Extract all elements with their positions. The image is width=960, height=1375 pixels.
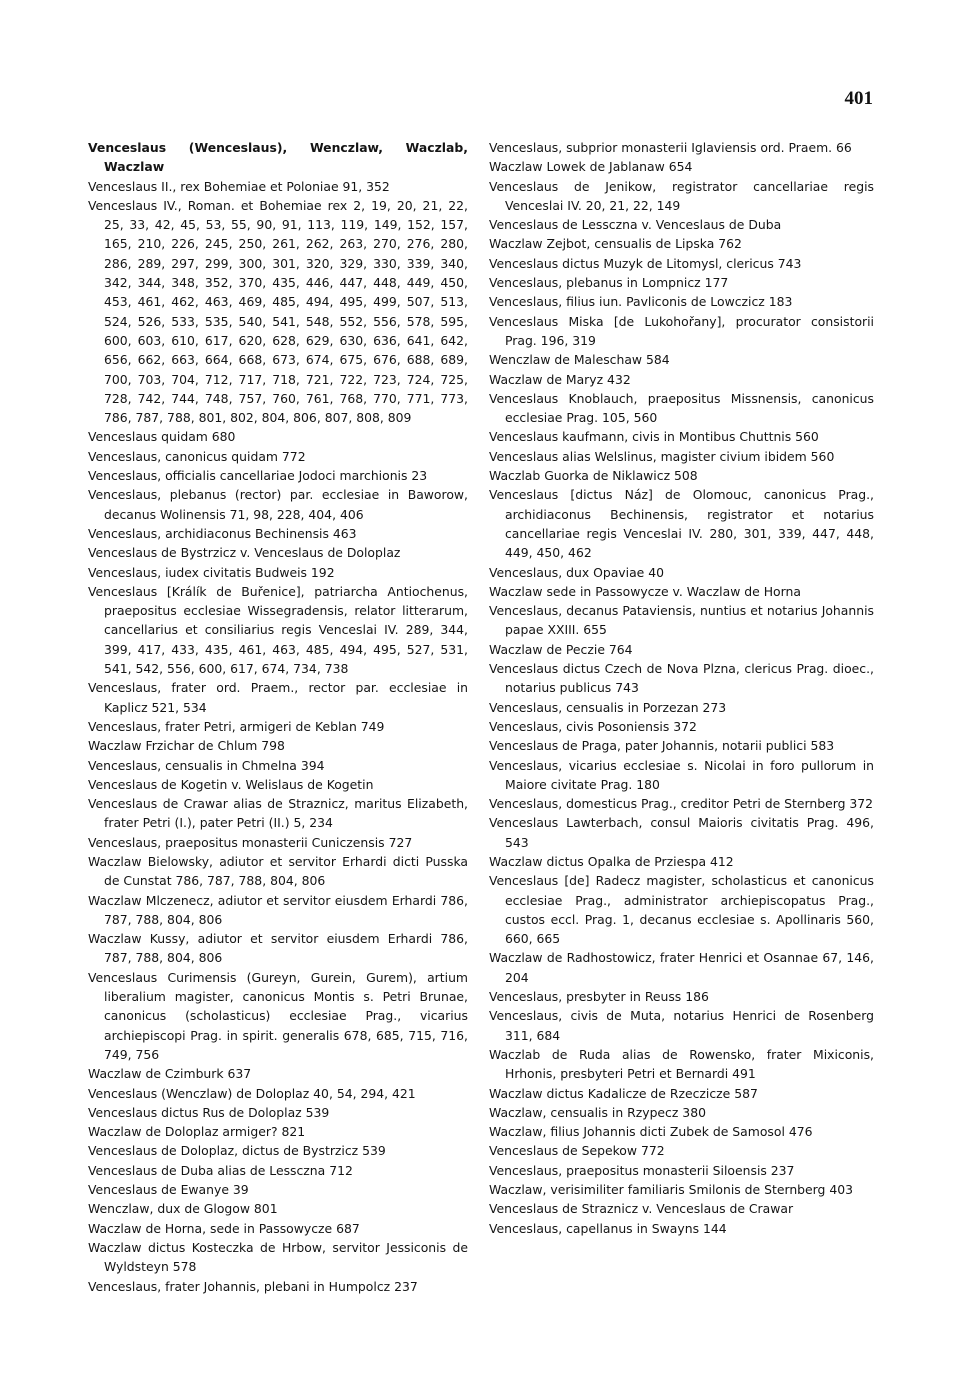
index-entry: Venceslaus, subprior monasterii Iglaviensis ord. Praem. 66 [489, 140, 852, 155]
index-entry: Venceslaus [dictus Náz] de Olomouc, canonicus Prag., archidiaconus Bechinensis, registrator et notarius cancellariae regis Venceslai IV. 280, 301, 339, 447, 448, 449, 450, 462 [489, 487, 874, 561]
index-entry: Venceslaus, officialis cancellariae Jodoci marchionis 23 [88, 468, 428, 484]
index-entry: Venceslaus, frater ord. Praem., rector par. ecclesiae in Kaplicz 521, 534 [88, 680, 468, 715]
index-entry: Venceslaus, archidiaconus Bechinensis 463 [88, 525, 357, 541]
index-entry: Venceslaus, praepositus monasterii Cuniczensis 727 [88, 834, 413, 850]
index-entry: Venceslaus, dux Opaviae 40 [489, 564, 664, 580]
index-entry: Waczlaw, censualis in Rzypecz 380 [489, 1104, 706, 1120]
index-entry: Venceslaus alias Welslinus, magister civium ibidem 560 [489, 448, 835, 464]
page-number: 401 [844, 88, 873, 109]
index-entry: Waczlaw dictus Opalka de Prziespa 412 [489, 853, 734, 869]
index-entry: Waczlaw Kussy, adiutor et servitor eiusdem Erhardi 786, 787, 788, 804, 806 [88, 931, 468, 966]
index-entry: Venceslaus de Lessczna v. Venceslaus de Duba [489, 217, 782, 233]
index-entry: Venceslaus de Praga, pater Johannis, notarii publici 583 [489, 738, 835, 754]
index-entry: Venceslaus, presbyter in Reuss 186 [489, 989, 709, 1005]
index-entry: Waczlaw de Radhostowicz, frater Henrici et Osannae 67, 146, 204 [489, 950, 874, 985]
index-entry: Venceslaus dictus Muzyk de Litomysl, clericus 743 [489, 255, 802, 271]
index-entry: Waczlab de Ruda alias de Rowensko, frater Mixiconis, Hrhonis, presbyteri Petri et Bernardi 491 [489, 1046, 874, 1082]
index-entry: Venceslaus de Ewanye 39 [88, 1182, 249, 1198]
index-entry: Venceslaus, praepositus monasterii Siloensis 237 [489, 1162, 795, 1178]
index-entry: Waczlaw Bielowsky, adiutor et servitor Erhardi dicti Pusska de Cunstat 786, 787, 788, 804, 806 [88, 853, 468, 889]
index-entry: Waczlaw de Peczie 764 [489, 641, 633, 657]
index-entry: Venceslaus, civis Posoniensis 372 [489, 718, 697, 734]
index-entry: Venceslaus, plebanus in Lompnicz 177 [489, 275, 729, 291]
index-entry: Venceslaus de Sepekow 772 [489, 1143, 665, 1159]
index-entry: Venceslaus, canonicus quidam 772 [88, 448, 306, 464]
index-entry: Venceslaus, domesticus Prag., creditor Petri de Sternberg 372 [489, 796, 874, 812]
index-entry: Venceslaus Miska [de Lukohořany], procurator consistorii Prag. 196, 319 [489, 313, 874, 348]
index-entry: Venceslaus kaufmann, civis in Montibus Chuttnis 560 [489, 429, 819, 445]
index-entry: Venceslaus de Doloplaz, dictus de Bystrzicz 539 [88, 1143, 386, 1159]
index-entry: Venceslaus de Jenikow, registrator cancellariae regis Venceslai IV. 20, 21, 22, 149 [489, 178, 874, 213]
index-entry: Venceslaus Curimensis (Gureyn, Gurein, Gurem), artium liberalium magister, canonicus Montis s. Petri Brunae, canonicus (scholasticus) ecclesiae Prag., vicarius archiepiscopi Prag. in spirit. generalis 678, 685, 715, 716, 749, 756 [88, 969, 468, 1062]
index-heading: Venceslaus (Wenceslaus), Wenczlaw, Waczlab, Waczlaw [88, 140, 468, 175]
index-entry: Waczlaw, verisimiliter familiaris Smilonis de Sternberg 403 [489, 1182, 854, 1198]
index-entry: Venceslaus de Bystrzicz v. Venceslaus de Doloplaz [88, 545, 401, 561]
index-entry: Venceslaus dictus Czech de Nova Plzna, clericus Prag. dioec., notarius publicus 743 [489, 661, 874, 696]
index-column-right [489, 138, 874, 1238]
index-entry: Waczlaw Lowek de Jablanaw 654 [489, 159, 693, 175]
index-entry: Venceslaus, censualis in Chmelna 394 [88, 757, 325, 773]
index-entry: Wenczlaw, dux de Glogow 801 [88, 1201, 278, 1217]
index-entry: Venceslaus, frater Petri, armigeri de Keblan 749 [88, 718, 385, 734]
index-entry: Venceslaus, vicarius ecclesiae s. Nicolai in foro pullorum in Maiore civitate Prag. 180 [489, 757, 874, 792]
index-entry: Venceslaus II., rex Bohemiae et Poloniae 91, 352 [88, 178, 390, 194]
index-entry: Venceslaus Knoblauch, praepositus Missnensis, canonicus ecclesiae Prag. 105, 560 [489, 390, 874, 426]
index-entry: Venceslaus de Duba alias de Lessczna 712 [88, 1162, 353, 1178]
index-entry: Venceslaus [Králík de Buřenice], patriarcha Antiochenus, praepositus ecclesiae Wissegradensis, relator litterarum, cancellarius et consiliarius regis Venceslai IV. 289, 344, 399, 417, 433, 435, 461, 463, 485, 494, 495, 527, 531, 541, 542, 556, 600, 617, 674, 734, 738 [88, 583, 468, 677]
index-entry: Waczlaw dictus Kadalicze de Rzeczicze 587 [489, 1085, 758, 1101]
index-entry: Venceslaus de Kogetin v. Welislaus de Kogetin [88, 776, 374, 792]
index-entry: Venceslaus (Wenczlaw) de Doloplaz 40, 54, 294, 421 [88, 1085, 416, 1101]
index-entry: Venceslaus dictus Rus de Doloplaz 539 [88, 1104, 330, 1120]
index-column-left [88, 138, 468, 1296]
index-entry: Wenczlaw de Maleschaw 584 [489, 352, 670, 368]
index-entry: Venceslaus, plebanus (rector) par. ecclesiae in Baworow, decanus Wolinensis 71, 98, 228, 404, 406 [88, 487, 468, 522]
index-entry: Waczlaw de Horna, sede in Passowycze 687 [88, 1220, 360, 1236]
index-entry: Waczlaw de Maryz 432 [489, 371, 631, 387]
index-entry: Venceslaus, civis de Muta, notarius Henrici de Rosenberg 311, 684 [489, 1008, 874, 1043]
index-entry: Waczlaw Frzichar de Chlum 798 [88, 738, 285, 754]
index-entry: Venceslaus de Straznicz v. Venceslaus de Crawar [489, 1201, 794, 1217]
index-entry: Waczlaw Mlczenecz, adiutor et servitor eiusdem Erhardi 786, 787, 788, 804, 806 [88, 892, 468, 927]
index-entry: Waczlaw de Czimburk 637 [88, 1066, 252, 1082]
index-entry: Venceslaus, capellanus in Swayns 144 [489, 1220, 727, 1236]
index-entry: Waczlaw sede in Passowycze v. Waczlaw de Horna [489, 583, 801, 599]
index-entry: Waczlaw dictus Kosteczka de Hrbow, servitor Jessiconis de Wyldsteyn 578 [88, 1239, 468, 1275]
index-entry: Venceslaus de Crawar alias de Straznicz, maritus Elizabeth, frater Petri (I.), pater Petri (II.) 5, 234 [88, 796, 468, 831]
index-entry: Venceslaus quidam 680 [88, 429, 236, 445]
index-entry: Venceslaus, filius iun. Pavliconis de Lowczicz 183 [489, 294, 793, 310]
index-entry: Venceslaus, iudex civitatis Budweis 192 [88, 564, 335, 580]
index-entry: Venceslaus, censualis in Porzezan 273 [489, 699, 727, 715]
index-entry: Waczlaw Zejbot, censualis de Lipska 762 [489, 236, 742, 252]
index-entry: Venceslaus IV., Roman. et Bohemiae rex 2, 19, 20, 21, 22, 25, 33, 42, 45, 53, 55, 90, 91, 113, 119, 149, 152, 157, 165, 210, 226, 245, 250, 261, 262, 263, 270, 276, 280, 286, 289, 297, 299, 300, 301, 320, 329, 330, 339, 340, 342, 344, 348, 352, 370, 435, 446, 447, 448, 449, 450, 453, 461, 462, 463, 469, 485, 494, 495, 499, 507, 513, 524, 526, 533, 535, 540, 541, 548, 552, 556, 578, 595, 600, 603, 610, 617, 620, 628, 629, 630, 636, 641, 642, 656, 662, 663, 664, 668, 673, 674, 675, 676, 688, 689, 700, 703, 704, 712, 717, 718, 721, 722, 723, 724, 725, 728, 742, 744, 748, 757, 760, 761, 768, 770, 771, 773, 786, 787, 788, 801, 802, 804, 806, 807, 808, 809 [88, 197, 468, 426]
index-entry: Waczlaw, filius Johannis dicti Zubek de Samosol 476 [489, 1124, 813, 1140]
index-entry: Waczlab Guorka de Niklawicz 508 [489, 468, 698, 484]
index-entry: Venceslaus, decanus Pataviensis, nuntius et notarius Johannis papae XXIII. 655 [489, 603, 874, 638]
index-entry: Waczlaw de Doloplaz armiger? 821 [88, 1124, 306, 1140]
index-entry: Venceslaus Lawterbach, consul Maioris civitatis Prag. 496, 543 [489, 815, 874, 850]
index-entry: Venceslaus [de] Radecz magister, scholasticus et canonicus ecclesiae Prag., administrator archiepiscopatus Prag., custos eccl. Prag. 1, decanus ecclesiae s. Apollinaris 560, 660, 665 [489, 873, 874, 947]
index-entry: Venceslaus, frater Johannis, plebani in Humpolcz 237 [88, 1278, 418, 1294]
